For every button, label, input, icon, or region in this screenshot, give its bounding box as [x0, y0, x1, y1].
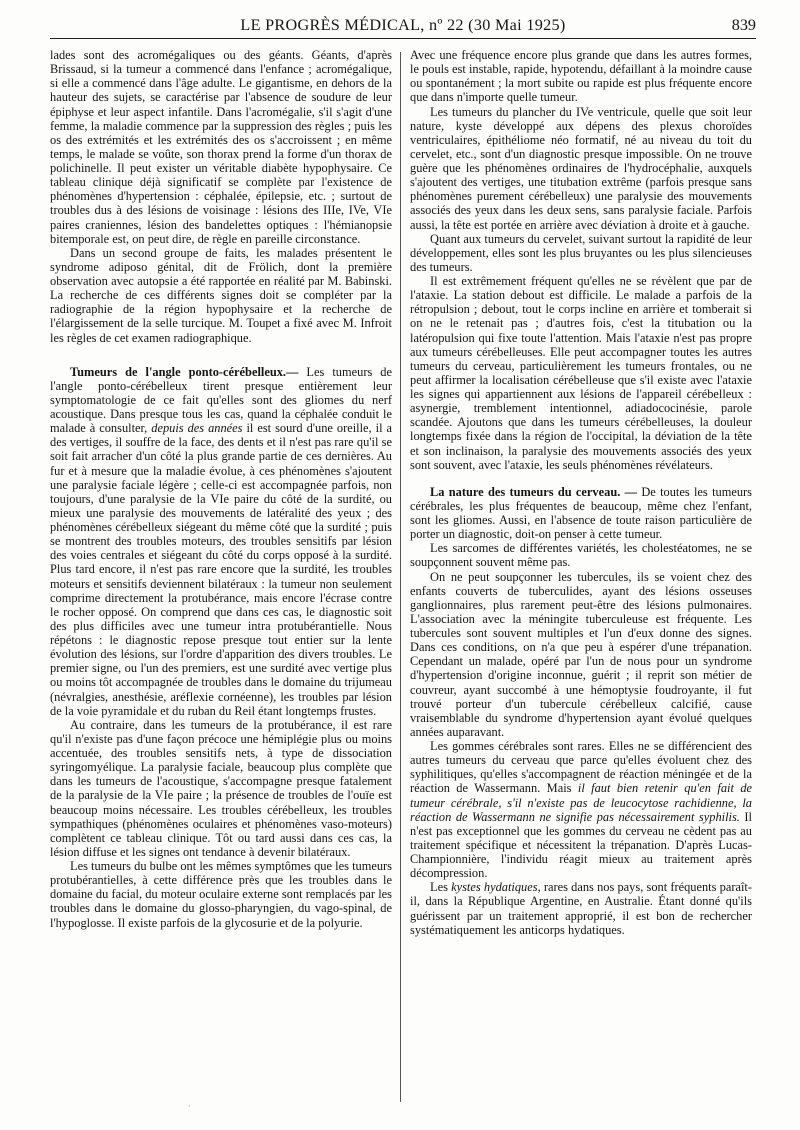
section-nature-text: De toutes les tumeurs cérébrales, les plus fréquentes de beaucoup, même chez l'enfant, sont les gliomes. Aussi, en l'absence de toute raison particulière de porter un diagnostic, doit-on penser à cette tumeur.: [410, 484, 752, 542]
paragraph-acromegaly: lades sont des acromégaliques ou des géants. Géants, d'après Brissaud, si la tumeur a commencé dans l'enfance ; acromégalique, si elle a commencé dans l'âge adulte. Le gigantisme, en dehors de la hauteur des sujets, se caractérise par l'absence de soudure de leur épiphyse et leur aspect infantile. Dans l'acromégalie, s'il s'agit d'une femme, la maladie commence par la suppression des règles ; puis les os des extrémités et les extrémités des os s'accroissent ; en même temps, le malade se voûte, son thorax prend la forme d'un thorax de polichinelle. Il peut exister un véritable diabète hypophysaire. Ce tableau clinique déjà significatif se complète par l'existence de phénomènes d'hypertension : céphalée, épilepsie, etc. ; surtout de troubles dus à des lésions de voisinage : lésions des IIIe, IVe, VIe paires craniennes, lésion des bandelettes optiques : l'hémianopsie bitemporale est, on peut dire, de règle en pareille circonstance.: [50, 48, 392, 246]
kystes-text-b: , rares dans nos pays, sont fréquents paraît-il, dans la République Argentine, en Australie. Étant donné qu'ils guérissent par un traitement approprié, il est bon de rechercher systématiquement les anticorps hydatiques.: [410, 880, 752, 937]
paragraph-tubercules: On ne peut soupçonner les tubercules, ils se voient chez des enfants couverts de tuberculides, ayant des lésions osseuses ganglionnaires, plus rarement peut-être des lésions pulmonaires. L'association avec la méningite tuberculeuse est fréquente. Les tubercules sont souvent multiples et l'un d'eux donne des signes. Dans ces conditions, on n'a que peu à espérer d'une trépanation. Cependant un malade, opéré par l'un de nous pour un syndrome d'hypertension d'origine inconnue, guérit ; il reprit son métier de couvreur, ayant succombé à une hémoptysie foudroyante, il fut trouvé porteur d'un tubercule cérébelleux calcifié, cause vraisemblable du syndrome d'hypertension ayant évolué quelques années auparavant.: [410, 569, 752, 739]
paragraph-adiposo-genital: Dans un second groupe de faits, les malades présentent le syndrome adiposo génital, dit de Frölich, dont la première observation avec autopsie a été rapportée en réalité par M. Babinski. La recherche de ces différents signes doit se compléter par la radiographie de la région hypophysaire et la recherche de l'élargissement de la selle turcique. M. Toupet a fixé avec M. Infroit les règles de cet examen radiographique.: [50, 245, 392, 345]
section-ponto-cerebellar: [50, 365, 392, 718]
paragraph-kystes: [410, 880, 752, 937]
paragraph-cervelet: Quant aux tumeurs du cervelet, suivant surtout la rapidité de leur développement, elles sont les plus bruyantes ou les plus silencieuses des tumeurs.: [410, 231, 752, 274]
paragraph-quatrieme-ventricule: Les tumeurs du plancher du IVe ventricule, quelle que soit leur nature, kyste développé aux dépens des plexus choroïdes ventriculaires, épithéliome néo formatif, né au niveau du toit du cervelet, etc., sont d'un diagnostic presque impossible. On ne trouve guère que les phénomènes ordinaires de l'hydrocéphalie, auxquels s'ajoutent des vertiges, une titubation extrême (parfois presque sans phénomènes purement cérébelleux) une paralysie des mouvements associés des yeux dans les deux sens, sans paralysie faciale. Parfois aussi, la tête est portée en arrière avec déviation à droite et à gauche.: [410, 104, 752, 232]
paragraph-bulbe: Les tumeurs du bulbe ont les mêmes symptômes que les tumeurs protubérantielles, à cette différence près que les troubles dans le domaine du facial, du moteur oculaire externe sont remplacés par les troubles dans le domaine du glosso-pharyngien, du vago-spinal, de l'hypoglosse. Il existe parfois de la glycosurie et de la polyurie.: [50, 859, 392, 930]
section-heading-nature: La nature des tumeurs du cerveau. —: [430, 484, 638, 499]
kystes-text-a: Les: [430, 880, 452, 895]
paragraph-ataxie: Il est extrêmement fréquent qu'elles ne se révèlent que par de l'ataxie. La station debout est difficile. Le malade a parfois de la rétropulsion ; debout, tout le corps incline en arrière et tomberait si on ne le retenait pas ; d'autres fois, c'est la titubation ou la latéropulsion qui fixe toute l'attention. Mais l'ataxie n'est pas propre aux tumeurs cérébelleuses. Elle peut accompagner toutes les autres tumeurs du cerveau, particulièrement les tumeurs frontales, ou ne peut affirmer la localisation cérébelleuse que s'il existe avec l'ataxie les signes qui appartiennent aux lésions de l'appareil cérébelleux : asynergie, tremblement intentionnel, adiadococinésie, parole scandée. Ajoutons que dans les tumeurs cérébelleuses, la douleur longtemps fixée dans la région de l'occipital, la déviation de la tête et son inclinaison, la paralysie des mouvements associés des yeux sont souvent, avec l'ataxie, les seuls phénomènes révélateurs.: [410, 274, 752, 472]
gommes-text-a: Les gommes cérébrales sont rares. Elles ne se différencient des autres tumeurs du cerveau que parce qu'elles évoluent chez des syphilitiques, qu'elles s'accompagnent de réaction méningée et de la réaction de Wassermann. Mais: [410, 739, 752, 796]
journal-title: LE PROGRÈS MÉDICAL, nº 22 (30 Mai 1925): [240, 16, 566, 34]
right-column: [410, 48, 752, 937]
print-speck: ·: [188, 1102, 191, 1111]
section-text-emphasis: depuis des années: [151, 421, 243, 436]
header-rule: [50, 38, 756, 39]
page-number: 839: [731, 16, 756, 34]
section-text-a: Les tumeurs de l'angle ponto-cérébelleux tirent presque entièrement leur symptomatologie de ce fait qu'elles sont des gliomes du nerf acoustique. Dans presque tous les cas, quand la céphalée conduit le malade à consulter,: [50, 364, 392, 436]
paragraph-sarcomes: Les sarcomes de différentes variétés, les cholestéatomes, ne se soupçonnent souvent même pas.: [410, 541, 752, 570]
section-text-b: il est sourd d'une oreille, il a des vertiges, il souffre de la face, des dents et il n'est pas rare qu'il se soit fait arracher d'un côté la plus grande partie de ces dernières. Au fur et à mesure que la maladie évolue, à ces phénomènes s'ajoutent une paralysie faciale légère ; celle-ci est accompagnée parfois, non toujours, d'une paralysie de la VIe paire du côté de la surdité, ou mieux une paralysie des mouvements de latéralité des yeux ; des phénomènes cérébelleux siégeant du même côté que la surdité ; puis se montrent des troubles moteurs, des troubles sensitifs par lésion des voies centrales et siégeant du côté du corps opposé à la surdité. Plus tard encore, il n'est pas rare encore que la surdité, les troubles moteurs et sensitifs deviennent bilatéraux : la tumeur non seulement comprime directement la protubérance, mais encore l'écrase contre le rocher opposé. On comprend que dans ces cas, le diagnostic soit des plus difficiles avec une tumeur intra protubérantielle. Nous répétons : le diagnostic repose presque tout entier sur la lente évolution des lésions, sur l'ordre d'apparition des divers troubles. Le premier signe, ou l'un des premiers, est une surdité avec vertige plus ou moins tôt accompagnée de troubles dans le domaine du trijumeau (névralgies, anesthésie, aréflexie cornéenne), les troubles par lésion de la voie pyramidale et du ruban du Reil étant longtemps frustes.: [50, 421, 392, 718]
left-column: [50, 48, 392, 930]
section-nature: [410, 485, 752, 542]
gommes-text-emphasis: il faut bien retenir qu'en fait de tumeur cérébrale, s'il n'existe pas de leucocytose rachidienne, la réaction de Wassermann ne signifie pas nécessairement syphilis.: [410, 781, 753, 824]
gommes-text-b: Il n'est pas exceptionnel que les gommes du cerveau ne cèdent pas au traitement spécifique et nécessitent la trépanation. D'après Lucas-Championnière, l'individu réagit mieux au traitement après décompression.: [410, 809, 752, 881]
running-header: [50, 12, 756, 36]
paragraph-gommes: [410, 739, 752, 880]
paragraph-pouls: Avec une fréquence encore plus grande que dans les autres formes, le pouls est instable, rapide, hypotendu, défaillant à la moindre cause ou spontanément ; la mort subite ou rapide est plus fréquente encore que dans n'importe quelle tumeur.: [410, 48, 752, 105]
paragraph-protuberance: Au contraire, dans les tumeurs de la protubérance, il est rare qu'il n'existe pas d'une façon précoce une hémiplégie plus ou moins accentuée, des troubles sensitifs nets, à type de dissociation syringomyélique. La paralysie faciale, beaucoup plus complète que dans les tumeurs de l'acoustique, s'accompagne presque fatalement de la paralysie de la VIe paire ; la présence de troubles de l'ouïe est beaucoup moins nécessaire. Les troubles cérébelleux, les troubles sympathiques (phénomènes oculaires et phénomènes vaso-moteurs) complètent ce tableau clinique. Tôt ou tard aussi dans ces cas, la lésion diffuse et les signes ont tendance à devenir bilatéraux.: [50, 717, 392, 859]
kystes-text-emphasis: kystes hydatiques: [451, 880, 538, 895]
section-heading-ponto-cerebellar: Tumeurs de l'angle ponto-cérébelleux.—: [70, 364, 299, 379]
column-divider: [400, 52, 401, 1102]
